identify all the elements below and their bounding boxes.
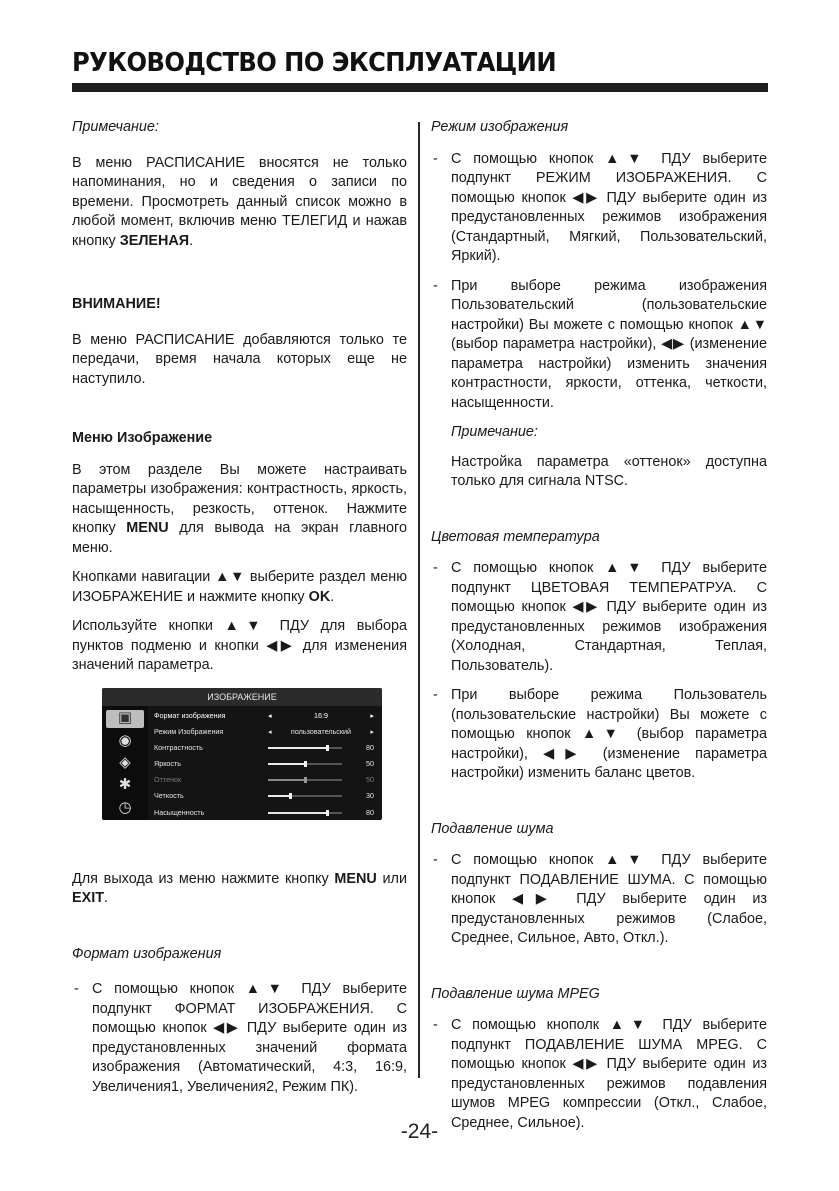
mode-note-text: Настройка параметра «оттенок» доступна только для сигнала NTSC. — [451, 453, 767, 489]
tv-menu-row-label: Четкость — [154, 791, 184, 801]
note-text: В меню РАСПИСАНИЕ вносятся не только напоминания, но и сведения о записи по времени. Просмотреть данный список можно в любой момент, включив меню ТЕЛЕГИД и нажав кнопку ЗЕЛЕНАЯ. — [72, 154, 407, 249]
tv-menu-row-label: Формат изображения — [154, 710, 226, 720]
format-section-title: Формат изображения — [72, 945, 222, 962]
tv-menu-row[interactable] — [150, 740, 378, 756]
tv-menu-slider-value: 80 — [366, 807, 374, 817]
tv-menu-slider-knob[interactable] — [304, 761, 307, 767]
settings-icon: ✱ — [118, 775, 132, 793]
tv-menu-row[interactable] — [150, 772, 378, 788]
clock-icon: ◷ — [118, 798, 132, 816]
mode-section-title: Режим изображения — [431, 119, 569, 135]
tv-menu-rows — [150, 708, 378, 820]
tv-menu-option-value: 16:9 — [314, 710, 328, 720]
green-key-label: ЗЕЛЕНАЯ — [119, 232, 190, 249]
tv-menu-row[interactable] — [150, 788, 378, 804]
mode-list-item-2: - При выборе режима изображения Пользовательский (пользовательские настройки) Вы можете с помощью кнопок ▲▼ (выбор параметра настройки), ◀▶ (изменение параметра настройки) изменить значения контрастности, яркости, оттенка, четкости, насыщенности. — [433, 277, 767, 411]
noise-section-title: Подавление шума — [431, 820, 554, 837]
sound-icon: ◉ — [118, 731, 132, 749]
tv-menu-row[interactable] — [150, 724, 378, 740]
tv-menu-slider-fill — [268, 795, 290, 797]
mode-note-title: Примечание: — [451, 424, 538, 440]
temp-list-item-1: - С помощью кнопок ▲▼ ПДУ выберите подпункт ЦВЕТОВАЯ ТЕМПЕРАТРУА. С помощью кнопок ◀▶ ПДУ выберите один из предустановленных режимов изображения (Холодная, Стандартная, Теплая, Пользователь). — [433, 560, 767, 674]
column-divider — [418, 122, 420, 1078]
tv-menu-row-label: Насыщенность — [154, 807, 205, 817]
picture-menu-title: Меню Изображение — [72, 430, 213, 446]
tv-menu-slider-knob[interactable] — [289, 793, 292, 799]
note-title: Примечание: — [72, 119, 159, 135]
tv-menu-icon-bar — [102, 706, 148, 820]
left-arrow-icon[interactable]: ◂ — [268, 710, 272, 720]
mode-list-item-1: - С помощью кнопок ▲▼ ПДУ выберите подпункт РЕЖИМ ИЗОБРАЖЕНИЯ. С помощью кнопок ◀▶ ПДУ выберите один из предустановленных режимов изображения (Стандартный, Мягкий, Пользовательский, Яркий). — [433, 150, 767, 264]
exit-text: Для выхода из меню нажмите кнопку MENU или EXIT. — [72, 870, 407, 906]
tv-menu-row-label: Яркость — [154, 759, 182, 769]
tv-menu-row[interactable] — [150, 756, 378, 772]
page-title: РУКОВОДСТВО ПО ЭКСПЛУАТАЦИИ — [72, 48, 557, 78]
left-column — [72, 118, 407, 1097]
right-arrow-icon[interactable]: ▸ — [370, 726, 374, 736]
tv-menu-slider-fill — [268, 747, 327, 749]
tv-menu-slider-track[interactable] — [268, 763, 342, 765]
tv-menu-slider-fill — [268, 763, 305, 765]
temp-section-title: Цветовая температура — [431, 528, 600, 545]
page-number: -24- — [400, 1120, 439, 1143]
tv-menu-row-label: Оттенок — [154, 775, 182, 785]
tv-menu-slider-track[interactable] — [268, 795, 342, 797]
tv-picture-menu-screenshot — [102, 688, 382, 820]
tv-menu-slider-fill — [268, 812, 327, 814]
attention-text: В меню РАСПИСАНИЕ добавляются только те передачи, время начала которых еще не наступило. — [72, 331, 407, 387]
page-header — [72, 46, 768, 92]
tv-menu-slider-knob[interactable] — [304, 777, 307, 783]
tv-menu-slider-track[interactable] — [268, 779, 342, 781]
tv-menu-slider-knob[interactable] — [326, 810, 329, 816]
picture-menu-nav: Кнопками навигации ▲▼ выберите раздел меню ИЗОБРАЖЕНИЕ и нажмите кнопку OK. — [72, 569, 407, 605]
right-arrow-icon[interactable]: ▸ — [370, 710, 374, 720]
tv-menu-row[interactable] — [150, 805, 378, 820]
tv-menu-slider-value: 30 — [366, 791, 374, 801]
tv-menu-slider-value: 50 — [366, 759, 374, 769]
picture-icon: ▣ — [106, 710, 144, 728]
tv-menu-slider-value: 50 — [366, 775, 374, 785]
tv-menu-slider-track[interactable] — [268, 747, 342, 749]
picture-menu-keys: Используйте кнопки ▲▼ ПДУ для выбора пунктов подменю и кнопки ◀▶ для изменения значений параметра. — [72, 618, 407, 673]
mpeg-list-item-1: - С помощью кнополк ▲▼ ПДУ выберите подпункт ПОДАВЛЕНИЕ ШУМА MPEG. С помощью кнопок ◀▶ ПДУ выберите один из предустановленных режимов подавления шумов MPEG компрессии (Откл., Слабое, Среднее, Сильное). — [433, 1017, 767, 1131]
right-column — [431, 118, 767, 1133]
tv-menu-slider-knob[interactable] — [326, 745, 329, 751]
tv-menu-slider-value: 80 — [366, 742, 374, 752]
tv-menu-title: ИЗОБРАЖЕНИЕ — [102, 688, 382, 706]
temp-list-item-2: - При выборе режима Пользователь (пользовательские настройки) Вы можете с помощью кнопок ▲▼ (выбор параметра настройки), ◀▶ (изменение параметра настройки) изменить баланс цветов. — [433, 687, 767, 781]
picture-menu-intro: В этом разделе Вы можете настраивать параметры изображения: контрастность, яркость, насыщенность, резкость, оттенок. Нажмите кнопку MENU для вывода на экран главного меню. — [72, 461, 407, 556]
tv-menu-row[interactable] — [150, 708, 378, 724]
header-rule — [72, 83, 768, 92]
tv-menu-row-label: Контрастность — [154, 742, 203, 752]
channel-icon: ◈ — [119, 753, 131, 771]
tv-menu-option-value: пользовательский — [290, 726, 352, 736]
noise-list-item-1: - С помощью кнопок ▲▼ ПДУ выберите подпункт ПОДАВЛЕНИЕ ШУМА. С помощью кнопок ◀▶ ПДУ выберите один из предустановленных режимов (Слабое, Среднее, Сильное, Авто, Откл.). — [433, 852, 767, 946]
tv-menu-slider-track[interactable] — [268, 812, 342, 814]
tv-menu-row-label: Режим Изображения — [154, 726, 224, 736]
tv-menu-slider-fill — [268, 779, 305, 781]
attention-title: ВНИМАНИЕ! — [72, 296, 161, 312]
format-list-item: - С помощью кнопок ▲▼ ПДУ выберите подпункт ФОРМАТ ИЗОБРАЖЕНИЯ. С помощью кнопок ◀▶ ПДУ выберите один из предустановленных значений формата изображения (Автоматический, 4:3, 16:9, Увеличения1, Увеличения2, Режим ПК). — [74, 981, 407, 1095]
left-arrow-icon[interactable]: ◂ — [268, 726, 272, 736]
mpeg-section-title: Подавление шума MPEG — [431, 985, 600, 1002]
